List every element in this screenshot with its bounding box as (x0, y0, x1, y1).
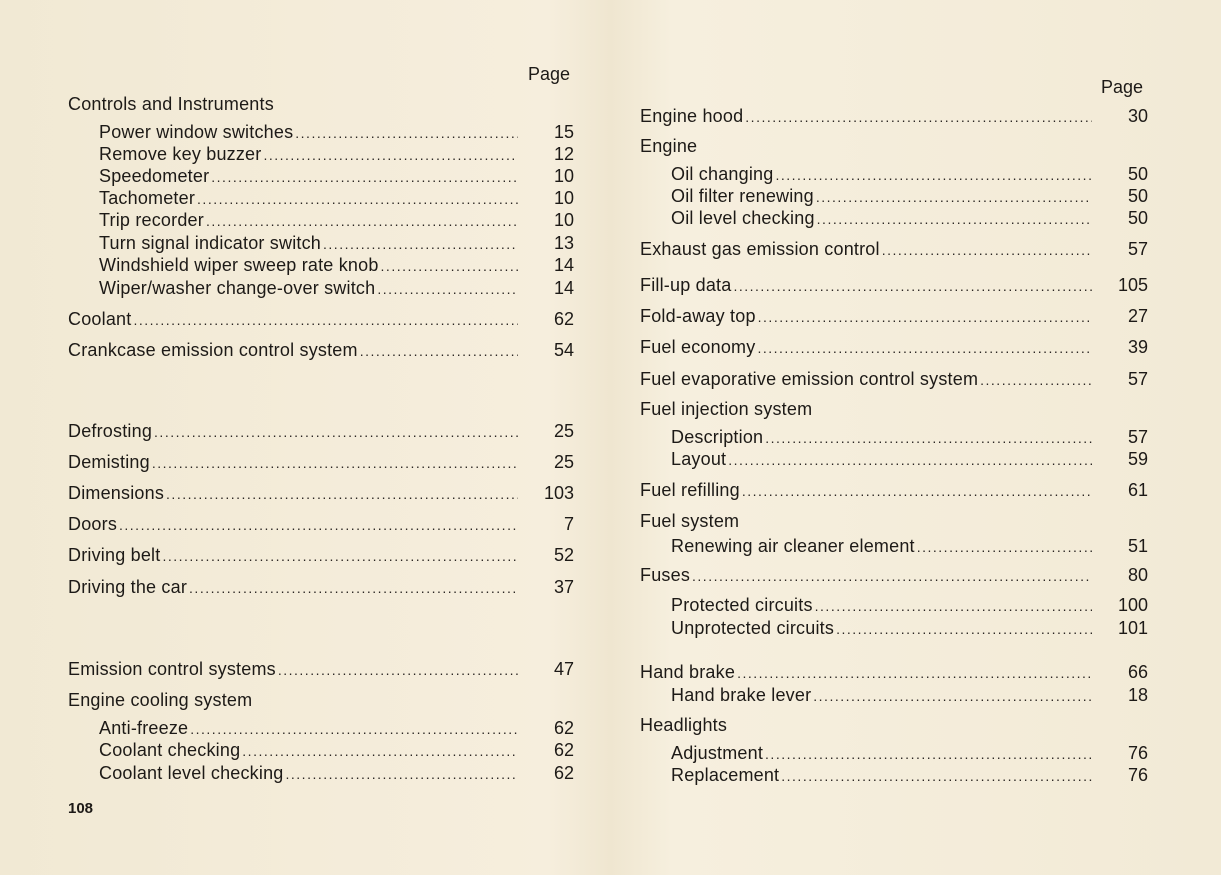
index-entry (640, 448, 1148, 470)
page-column-header: Page (528, 64, 571, 84)
entry-page-number: 101 (1117, 618, 1148, 638)
entry-label: Trip recorder (99, 210, 204, 230)
entry-label: Fuel evaporative emission control system (640, 369, 979, 389)
dot-leader (813, 685, 1092, 707)
entry-label: Oil changing (671, 164, 774, 184)
index-entry (640, 426, 1148, 448)
index-entry (68, 658, 574, 680)
dot-leader (162, 545, 518, 567)
index-heading (640, 510, 1148, 532)
entry-label: Engine hood (640, 106, 744, 126)
index-entry (68, 143, 574, 165)
index-entry (68, 308, 574, 330)
entry-label: Exhaust gas emission control (640, 239, 880, 259)
entry-page-number: 25 (553, 421, 574, 441)
entry-label: Fuses (640, 565, 691, 585)
entry-page-number: 13 (553, 233, 574, 253)
dot-leader (190, 718, 518, 740)
page-column-header: Page (1101, 77, 1144, 97)
dot-leader (816, 186, 1092, 208)
dot-leader (377, 278, 518, 300)
entry-label: Remove key buzzer (99, 144, 262, 164)
entry-page-number: 18 (1127, 685, 1148, 705)
dot-leader (152, 452, 518, 474)
entry-page-number: 62 (553, 763, 574, 783)
entry-page-number: 62 (553, 740, 574, 760)
dot-leader (882, 239, 1092, 261)
entry-page-number: 105 (1117, 275, 1148, 295)
entry-page-number: 51 (1127, 536, 1148, 556)
dot-leader (815, 595, 1092, 617)
entry-label: Wiper/washer change-over switch (99, 278, 376, 298)
entry-page-number: 39 (1127, 337, 1148, 357)
entry-label: Doors (68, 514, 118, 534)
dot-leader (728, 449, 1092, 471)
entry-label: Controls and Instruments (68, 94, 274, 114)
dot-leader (119, 514, 518, 536)
dot-leader (733, 275, 1092, 297)
entry-label: Fold-away top (640, 306, 756, 326)
dot-leader (917, 536, 1092, 558)
dot-leader (206, 210, 518, 232)
entry-label: Power window switches (99, 122, 294, 142)
index-entry (68, 232, 574, 254)
index-entry (640, 207, 1148, 229)
index-heading (68, 689, 574, 711)
index-entry (640, 661, 1148, 683)
dot-leader (133, 309, 518, 331)
entry-page-number: 76 (1127, 765, 1148, 785)
entry-label: Headlights (640, 715, 728, 735)
dot-leader (758, 306, 1092, 328)
entry-page-number: 62 (553, 718, 574, 738)
index-entry (640, 535, 1148, 557)
dot-leader (154, 421, 518, 443)
entry-page-number: 27 (1127, 306, 1148, 326)
dot-leader (295, 122, 518, 144)
entry-label: Fuel economy (640, 337, 756, 357)
entry-page-number: 30 (1127, 106, 1148, 126)
entry-label: Engine (640, 136, 698, 156)
page-number: 108 (68, 800, 94, 817)
entry-page-number: 10 (553, 188, 574, 208)
entry-label: Fuel system (640, 511, 740, 531)
dot-leader (757, 337, 1092, 359)
index-entry (68, 576, 574, 598)
dot-leader (360, 340, 518, 362)
entry-page-number: 47 (553, 659, 574, 679)
entry-label: Dimensions (68, 483, 165, 503)
entry-label: Fill-up data (640, 275, 732, 295)
index-entry (68, 209, 574, 231)
index-entry (640, 185, 1148, 207)
entry-label: Defrosting (68, 421, 153, 441)
index-entry (68, 165, 574, 187)
entry-label: Unprotected circuits (671, 618, 835, 638)
entry-label: Speedometer (99, 166, 210, 186)
dot-leader (323, 233, 518, 255)
index-entry (68, 451, 574, 473)
index-entry (640, 368, 1148, 390)
entry-page-number: 66 (1127, 662, 1148, 682)
index-heading (640, 135, 1148, 157)
index-entry (640, 764, 1148, 786)
entry-page-number: 50 (1127, 186, 1148, 206)
entry-label: Emission control systems (68, 659, 276, 679)
dot-leader (737, 662, 1092, 684)
index-entry (640, 274, 1148, 296)
entry-page-number: 50 (1127, 164, 1148, 184)
entry-label: Fuel refilling (640, 480, 740, 500)
entry-label: Driving the car (68, 577, 188, 597)
entry-label: Windshield wiper sweep rate knob (99, 255, 379, 275)
entry-label: Oil filter renewing (671, 186, 814, 206)
index-entry (68, 762, 574, 784)
index-entry (640, 305, 1148, 327)
index-entry (640, 742, 1148, 764)
entry-page-number: 57 (1127, 427, 1148, 447)
entry-label: Fuel injection system (640, 399, 813, 419)
entry-page-number: 15 (553, 122, 574, 142)
dot-leader (781, 765, 1092, 787)
entry-label: Tachometer (99, 188, 196, 208)
entry-page-number: 76 (1127, 743, 1148, 763)
dot-leader (817, 208, 1092, 230)
index-entry (640, 564, 1148, 586)
entry-page-number: 12 (553, 144, 574, 164)
entry-page-number: 7 (563, 514, 574, 534)
entry-label: Layout (671, 449, 727, 469)
entry-label: Oil level checking (671, 208, 815, 228)
index-entry (640, 684, 1148, 706)
index-entry (68, 482, 574, 504)
dot-leader (166, 483, 518, 505)
entry-label: Coolant checking (99, 740, 241, 760)
entry-label: Hand brake lever (671, 685, 812, 705)
index-entry (68, 513, 574, 535)
entry-page-number: 61 (1127, 480, 1148, 500)
entry-page-number: 10 (553, 210, 574, 230)
index-entry (640, 163, 1148, 185)
index-entry (68, 739, 574, 761)
dot-leader (197, 188, 518, 210)
index-entry (68, 187, 574, 209)
dot-leader (745, 106, 1092, 128)
index-heading (68, 93, 574, 115)
entry-page-number: 50 (1127, 208, 1148, 228)
entry-label: Hand brake (640, 662, 736, 682)
entry-page-number: 103 (543, 483, 574, 503)
index-entry (640, 617, 1148, 639)
index-entry (640, 238, 1148, 260)
entry-page-number: 25 (553, 452, 574, 472)
index-entry (68, 121, 574, 143)
index-entry (640, 336, 1148, 358)
entry-label: Coolant level checking (99, 763, 284, 783)
index-heading (640, 714, 1148, 736)
dot-leader (775, 164, 1092, 186)
entry-label: Coolant (68, 309, 132, 329)
entry-page-number: 59 (1127, 449, 1148, 469)
entry-label: Protected circuits (671, 595, 813, 615)
entry-label: Replacement (671, 765, 780, 785)
dot-leader (242, 740, 518, 762)
index-entry (68, 544, 574, 566)
index-entry (640, 594, 1148, 616)
dot-leader (692, 565, 1092, 587)
entry-label: Engine cooling system (68, 690, 253, 710)
dot-leader (381, 255, 518, 277)
dot-leader (765, 427, 1092, 449)
index-entry (640, 479, 1148, 501)
entry-page-number: 62 (553, 309, 574, 329)
index-entry (68, 277, 574, 299)
index-entry (68, 717, 574, 739)
dot-leader (765, 743, 1092, 765)
entry-label: Anti-freeze (99, 718, 189, 738)
entry-label: Renewing air cleaner element (671, 536, 915, 556)
index-entry (68, 339, 574, 361)
index-heading (640, 398, 1148, 420)
entry-label: Demisting (68, 452, 150, 472)
dot-leader (836, 618, 1092, 640)
entry-page-number: 57 (1127, 239, 1148, 259)
dot-leader (278, 659, 518, 681)
dot-leader (189, 577, 518, 599)
dot-leader (263, 144, 518, 166)
entry-page-number: 14 (553, 278, 574, 298)
entry-page-number: 57 (1127, 369, 1148, 389)
entry-page-number: 10 (553, 166, 574, 186)
dot-leader (286, 763, 518, 785)
entry-page-number: 14 (553, 255, 574, 275)
entry-page-number: 100 (1117, 595, 1148, 615)
entry-label: Adjustment (671, 743, 764, 763)
index-entry (68, 420, 574, 442)
dot-leader (211, 166, 518, 188)
dot-leader (980, 369, 1092, 391)
entry-page-number: 52 (553, 545, 574, 565)
index-entry (640, 105, 1148, 127)
entry-page-number: 54 (553, 340, 574, 360)
index-entry (68, 254, 574, 276)
entry-label: Turn signal indicator switch (99, 233, 322, 253)
entry-page-number: 37 (553, 577, 574, 597)
dot-leader (742, 480, 1092, 502)
entry-label: Crankcase emission control system (68, 340, 358, 360)
entry-label: Description (671, 427, 764, 447)
entry-label: Driving belt (68, 545, 161, 565)
entry-page-number: 80 (1127, 565, 1148, 585)
